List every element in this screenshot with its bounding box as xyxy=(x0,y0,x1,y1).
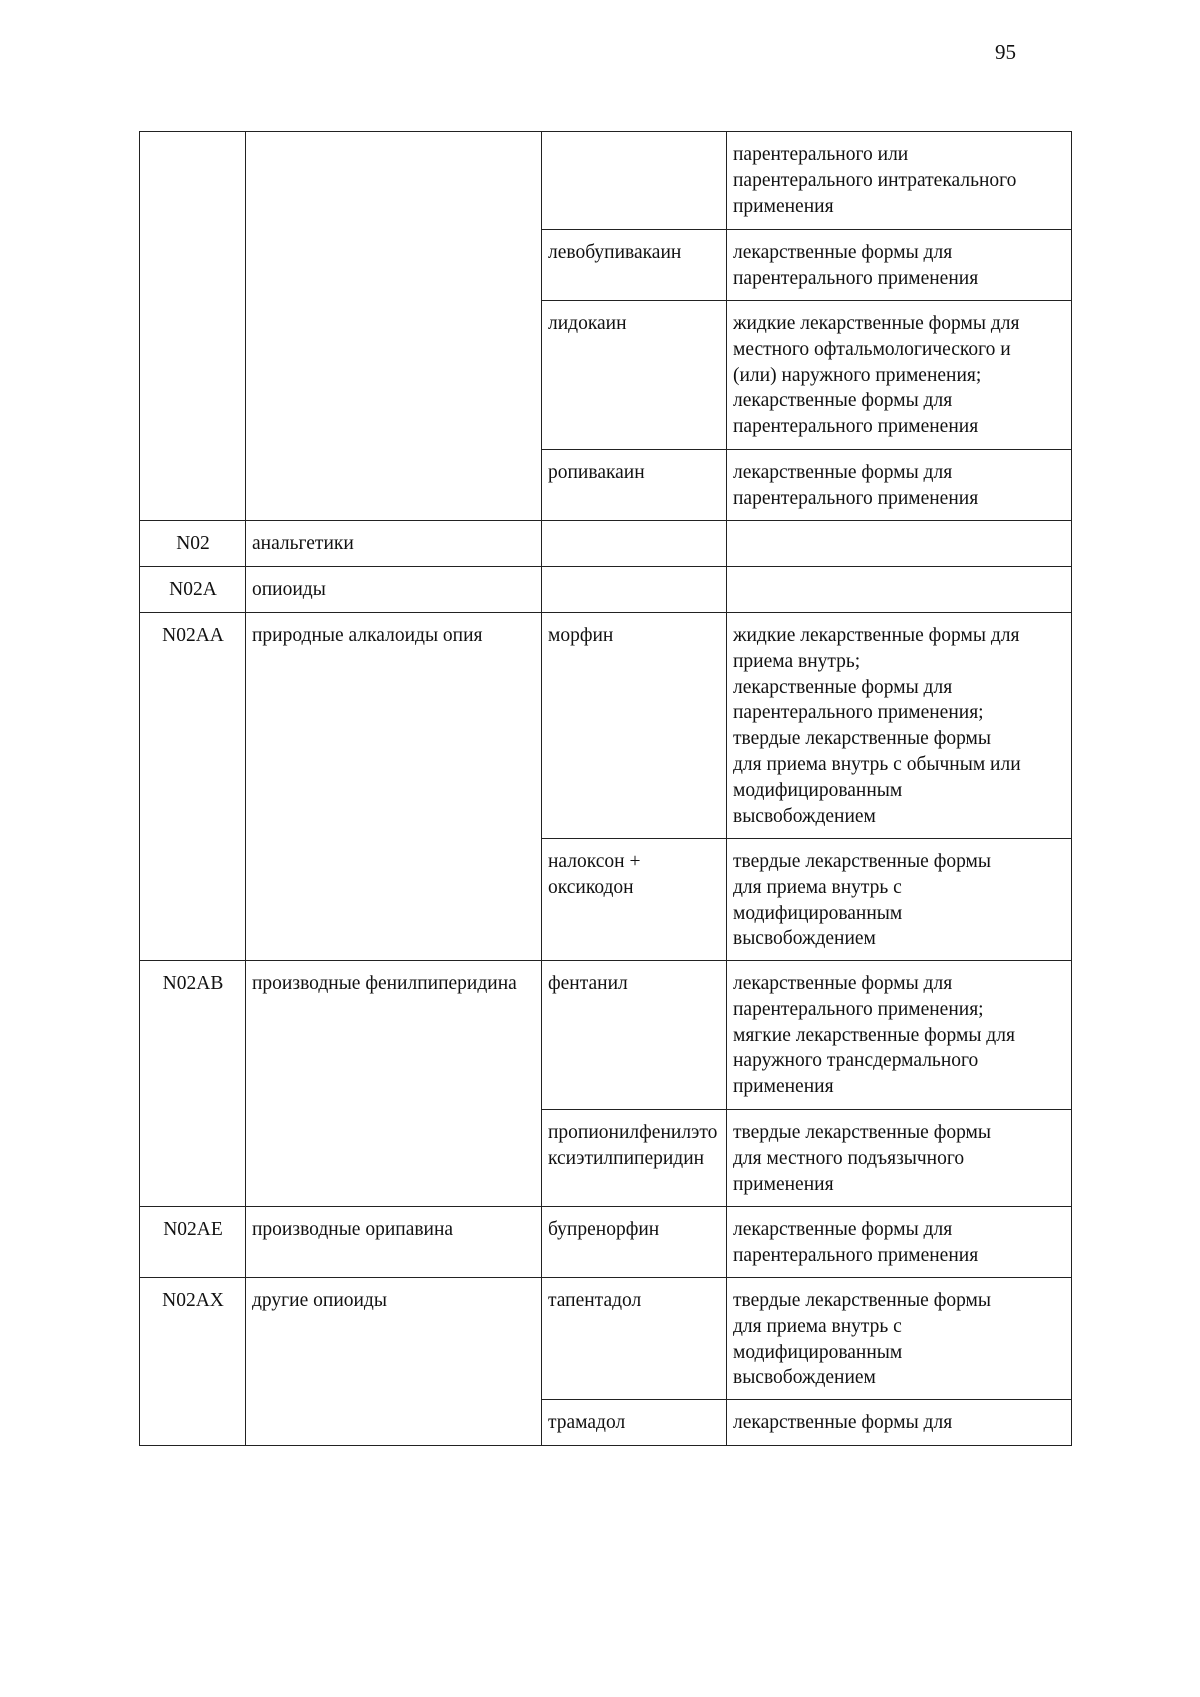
forms-line: высвобождением xyxy=(733,928,876,950)
group-cell: другие опиоиды xyxy=(246,1278,542,1446)
forms-line: высвобождением xyxy=(733,805,876,827)
drug-cell: тапентадол xyxy=(542,1278,727,1400)
forms-line: жидкие лекарственные формы для xyxy=(733,625,1020,646)
atc-code-cell: N02A xyxy=(140,567,246,613)
forms-cell xyxy=(727,839,1072,961)
forms-line: твердые лекарственные формы xyxy=(733,728,991,750)
drug-cell: пропионилфенилэтоксиэтилпиперидин xyxy=(542,1110,727,1207)
forms-line: лекарственные формы для xyxy=(733,390,953,412)
table-row xyxy=(140,521,1072,567)
forms-line: лекарственные формы для xyxy=(733,676,953,698)
forms-line: модифицированным xyxy=(733,1341,903,1363)
forms-line: приема внутрь; xyxy=(733,650,861,672)
forms-cell xyxy=(727,230,1072,301)
forms-line: применения xyxy=(733,195,834,217)
drug-table xyxy=(139,131,1072,1446)
table-row xyxy=(140,1278,1072,1400)
atc-code-cell: N02 xyxy=(140,521,246,567)
forms-cell xyxy=(727,132,1072,230)
drug-cell: налоксон + оксикодон xyxy=(542,839,727,961)
drug-cell: левобупивакаин xyxy=(542,230,727,301)
forms-line: для приема внутрь с xyxy=(733,1315,902,1337)
drug-cell: морфин xyxy=(542,613,727,839)
forms-line: твердые лекарственные формы xyxy=(733,1290,991,1311)
atc-code-cell: N02AX xyxy=(140,1278,246,1446)
forms-cell xyxy=(727,567,1072,613)
forms-line: модифицированным xyxy=(733,902,903,924)
forms-line: парентерального применения; xyxy=(733,702,984,724)
atc-code-cell: N02AB xyxy=(140,961,246,1207)
forms-line: парентерального применения xyxy=(733,416,979,438)
forms-line: парентерального интратекального xyxy=(733,169,1017,191)
forms-line: (или) наружного применения; xyxy=(733,364,982,386)
table-row xyxy=(140,132,1072,230)
forms-line: лекарственные формы для xyxy=(733,1219,953,1240)
forms-line: жидкие лекарственные формы для xyxy=(733,313,1020,334)
table-row xyxy=(140,1207,1072,1278)
page-number: 95 xyxy=(995,40,1016,64)
forms-line: твердые лекарственные формы xyxy=(733,851,991,872)
forms-line: наружного трансдермального xyxy=(733,1050,979,1072)
atc-code-cell: N02AA xyxy=(140,613,246,961)
atc-code-cell xyxy=(140,132,246,521)
drug-cell xyxy=(542,521,727,567)
group-cell: опиоиды xyxy=(246,567,542,613)
forms-line: твердые лекарственные формы xyxy=(733,1122,991,1143)
forms-cell xyxy=(727,1400,1072,1446)
forms-cell xyxy=(727,961,1072,1110)
drug-cell: фентанил xyxy=(542,961,727,1110)
forms-cell xyxy=(727,301,1072,450)
forms-line: для приема внутрь с обычным или xyxy=(733,753,1021,775)
forms-line: лекарственные формы для xyxy=(733,973,953,994)
forms-cell xyxy=(727,450,1072,521)
forms-cell xyxy=(727,1110,1072,1207)
table-row xyxy=(140,567,1072,613)
forms-line: местного офтальмологического и xyxy=(733,338,1011,360)
drug-cell: бупренорфин xyxy=(542,1207,727,1278)
forms-line: для приема внутрь с xyxy=(733,876,902,898)
drug-cell xyxy=(542,132,727,230)
drug-cell: ропивакаин xyxy=(542,450,727,521)
forms-cell xyxy=(727,521,1072,567)
forms-line: применения xyxy=(733,1076,834,1098)
forms-line: высвобождением xyxy=(733,1367,876,1389)
forms-line: модифицированным xyxy=(733,779,903,801)
forms-line: лекарственные формы для xyxy=(733,462,953,483)
forms-line: парентерального применения xyxy=(733,1244,979,1266)
forms-line: лекарственные формы для xyxy=(733,1412,953,1433)
forms-cell xyxy=(727,613,1072,839)
forms-line: применения xyxy=(733,1173,834,1195)
group-cell xyxy=(246,132,542,521)
group-cell: природные алкалоиды опия xyxy=(246,613,542,961)
atc-code-cell: N02AE xyxy=(140,1207,246,1278)
forms-line: мягкие лекарственные формы для xyxy=(733,1024,1015,1046)
forms-cell xyxy=(727,1207,1072,1278)
group-cell: анальгетики xyxy=(246,521,542,567)
group-cell: производные фенилпиперидина xyxy=(246,961,542,1207)
table-row xyxy=(140,961,1072,1110)
forms-line: парентерального применения; xyxy=(733,998,984,1020)
table-row xyxy=(140,613,1072,839)
forms-cell xyxy=(727,1278,1072,1400)
forms-line: парентерального или xyxy=(733,144,909,165)
forms-line: лекарственные формы для xyxy=(733,242,953,263)
drug-cell: трамадол xyxy=(542,1400,727,1446)
forms-line: для местного подъязычного xyxy=(733,1147,965,1169)
group-cell: производные орипавина xyxy=(246,1207,542,1278)
drug-cell: лидокаин xyxy=(542,301,727,450)
forms-line: парентерального применения xyxy=(733,487,979,509)
forms-line: парентерального применения xyxy=(733,267,979,289)
drug-cell xyxy=(542,567,727,613)
